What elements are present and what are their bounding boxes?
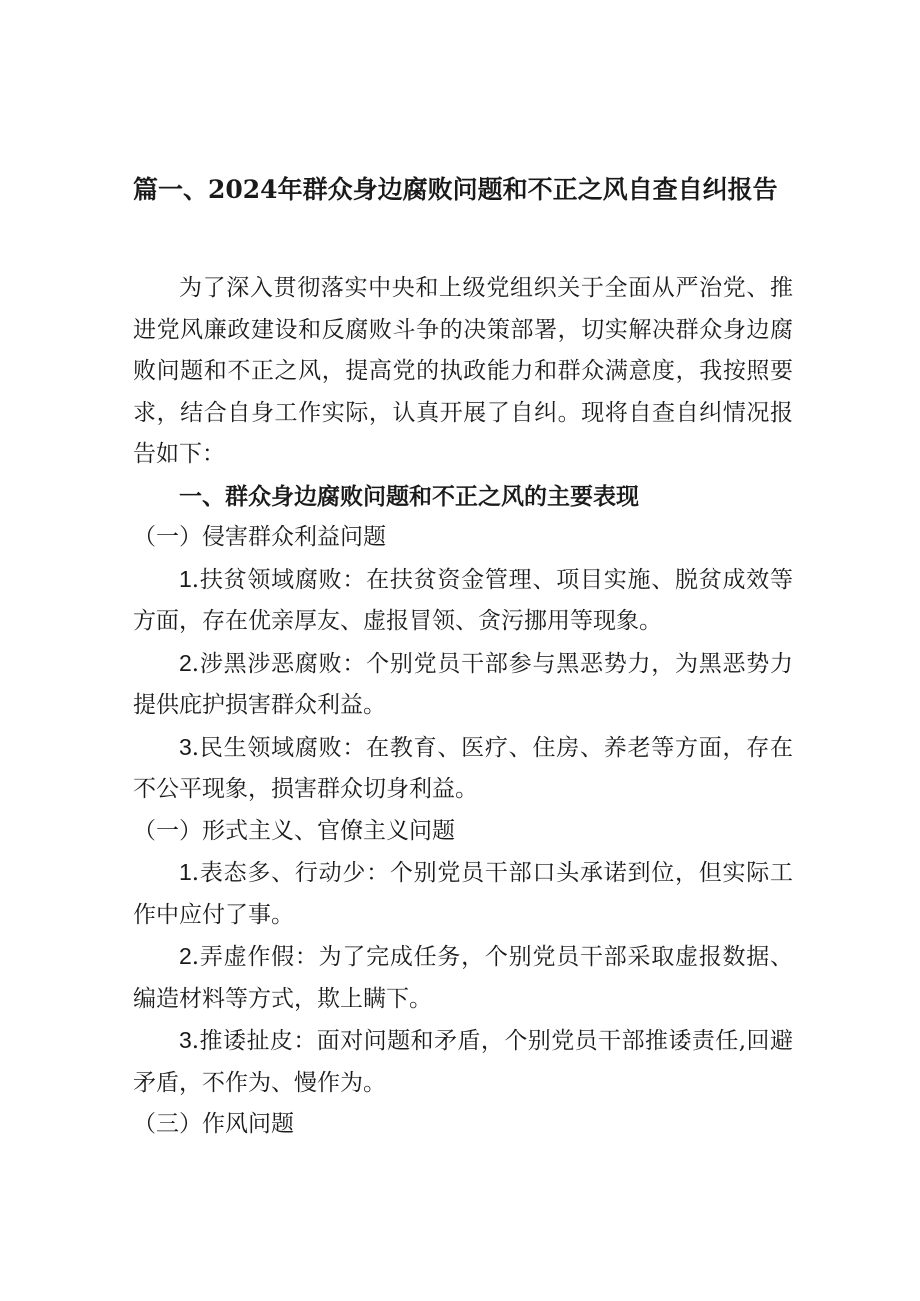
list-item: [133, 1020, 793, 1104]
item-number: 2: [179, 943, 192, 969]
item-text: .扶贫领域腐败：在扶贫资金管理、项目实施、脱贫成效等方面，存在优亲厚友、虚报冒领、贪污挪用等现象。: [133, 566, 793, 634]
subsection-heading-1: （一）侵害群众利益问题: [133, 524, 386, 550]
list-item: [133, 643, 793, 727]
subsection-heading-2: （一）形式主义、官僚主义问题: [133, 817, 455, 844]
document-body: [133, 268, 793, 1146]
list-item: [133, 727, 793, 811]
list-item: [133, 559, 793, 643]
subsection-heading-3: （三）作风问题: [133, 1111, 294, 1137]
intro-paragraph: 为了深入贯彻落实中央和上级党组织关于全面从严治党、推进党风廉政建设和反腐败斗争的决策部署，切实解决群众身边腐败问题和不正之风，提高党的执政能力和群众满意度，我按照要求，结合自身工作实际，认真开展了自纠。现将自查自纠情况报告如下：: [133, 275, 793, 467]
item-number: 3: [179, 1027, 192, 1053]
list-item: [133, 936, 793, 1020]
section-heading: 一、群众身边腐败问题和不正之风的主要表现: [179, 482, 639, 510]
item-number: 2: [179, 649, 192, 676]
item-text: .表态多、行动少：个别党员干部口头承诺到位，但实际工作中应付了事。: [133, 860, 793, 928]
item-text: .涉黑涉恶腐败：个别党员干部参与黑恶势力，为黑恶势力提供庇护损害群众利益。: [133, 650, 793, 718]
item-text: .推诿扯皮：面对问题和矛盾，个别党员干部推诿责任,回避矛盾，不作为、慢作为。: [133, 1028, 793, 1096]
item-text: .民生领域腐败：在教育、医疗、住房、养老等方面，存在不公平现象，损害群众切身利益。: [133, 734, 793, 802]
list-item: [133, 852, 793, 936]
item-text: .弄虚作假：为了完成任务，个别党员干部采取虚报数据、编造材料等方式，欺上瞒下。: [133, 944, 793, 1012]
item-number: 3: [179, 733, 192, 760]
item-number: 1: [179, 565, 192, 592]
document-title: 篇一、2024年群众身边腐败问题和不正之风自查自纠报告: [133, 175, 778, 204]
item-number: 1: [179, 859, 192, 885]
